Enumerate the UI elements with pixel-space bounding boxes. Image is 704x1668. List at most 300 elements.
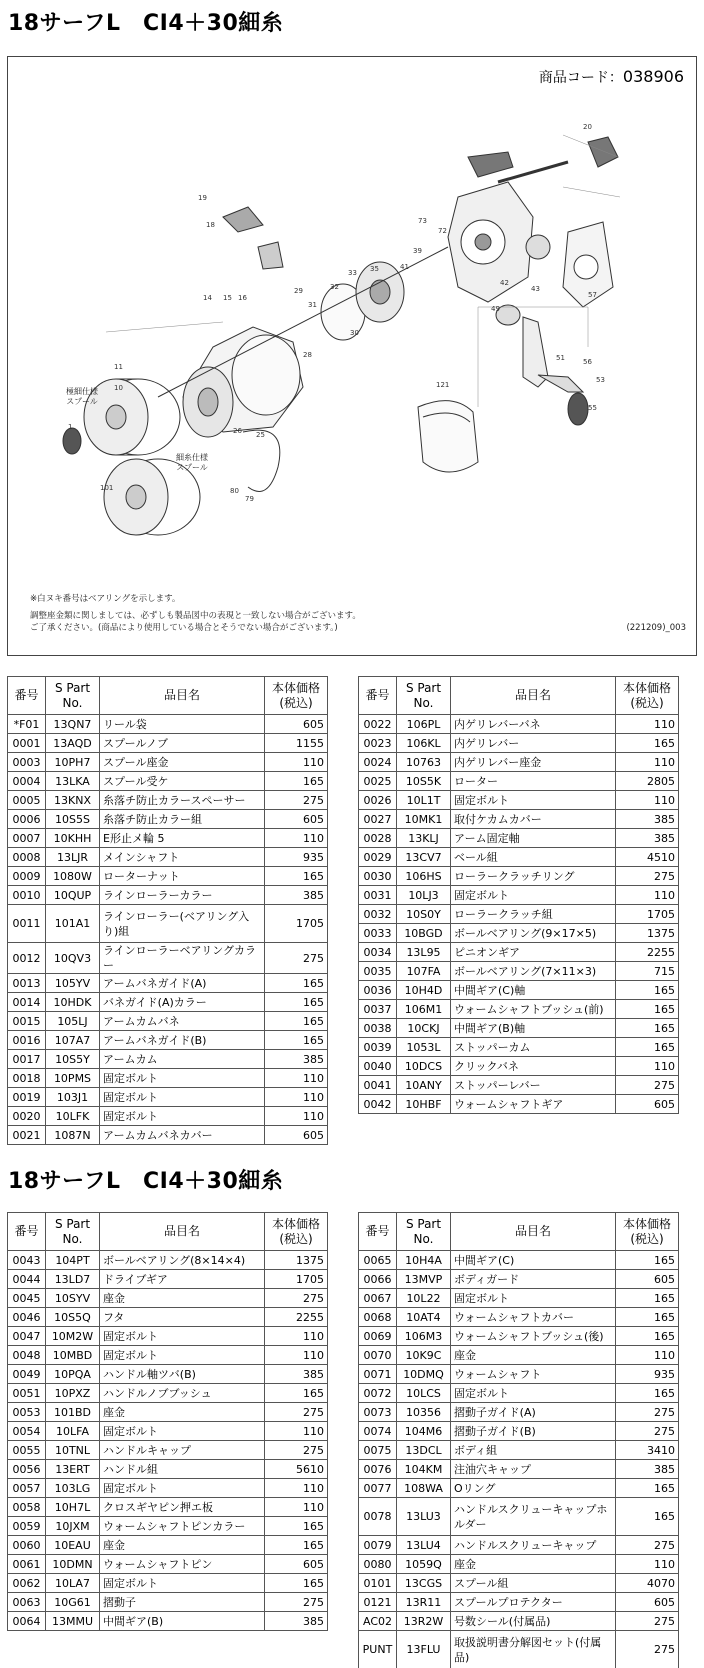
header-no: 番号 [8, 677, 46, 715]
table-row [8, 867, 328, 886]
table-row [8, 1365, 328, 1384]
part-number: 0020 [8, 1107, 46, 1126]
part-number: 0075 [359, 1441, 397, 1460]
table-row [359, 1308, 679, 1327]
part-name: ストッパーレバー [451, 1076, 616, 1095]
part-price: 165 [616, 1327, 679, 1346]
s-part-no: 10ANY [397, 1076, 451, 1095]
part-name: 固定ボルト [451, 886, 616, 905]
part-number: 0024 [359, 753, 397, 772]
table-row [8, 886, 328, 905]
svg-text:10: 10 [114, 384, 123, 392]
s-part-no: 10S5K [397, 772, 451, 791]
table-row [359, 1612, 679, 1631]
table-row [359, 829, 679, 848]
part-name: ウォームシャフトブッシュ(後) [451, 1327, 616, 1346]
table-row [359, 1574, 679, 1593]
part-name: 固定ボルト [100, 1327, 265, 1346]
part-price: 110 [616, 1346, 679, 1365]
table-row [359, 886, 679, 905]
table-row [359, 1384, 679, 1403]
s-part-no: 10S5S [46, 810, 100, 829]
svg-text:121: 121 [436, 381, 450, 389]
spool-a-label: 極細仕様 スプール [66, 387, 98, 406]
part-number: 0060 [8, 1536, 46, 1555]
s-part-no: 13R11 [397, 1593, 451, 1612]
s-part-no: 10KHH [46, 829, 100, 848]
part-price: 935 [616, 1365, 679, 1384]
svg-text:1: 1 [68, 423, 73, 431]
part-number: 0076 [359, 1460, 397, 1479]
part-number: 0071 [359, 1365, 397, 1384]
s-part-no: 10CKJ [397, 1019, 451, 1038]
table-row [8, 791, 328, 810]
part-price: 110 [616, 791, 679, 810]
s-part-no: 10QV3 [46, 943, 100, 974]
parts-table-2-left [7, 1212, 328, 1631]
part-number: 0038 [359, 1019, 397, 1038]
part-price: 165 [265, 1536, 328, 1555]
s-part-no: 108WA [397, 1479, 451, 1498]
part-price: 1375 [265, 1251, 328, 1270]
part-number: 0014 [8, 993, 46, 1012]
part-name: 摺動子 [100, 1593, 265, 1612]
part-number: 0065 [359, 1251, 397, 1270]
part-price: 165 [616, 1479, 679, 1498]
part-number: 0040 [359, 1057, 397, 1076]
part-name: 固定ボルト [100, 1346, 265, 1365]
part-number: 0039 [359, 1038, 397, 1057]
s-part-no: 10HBF [397, 1095, 451, 1114]
part-price: 110 [265, 1327, 328, 1346]
part-price: 4070 [616, 1574, 679, 1593]
part-price: 165 [616, 1384, 679, 1403]
part-price: 385 [616, 829, 679, 848]
part-name: アームバネガイド(A) [100, 974, 265, 993]
parts-table-1-left [7, 676, 328, 1145]
part-number: 0067 [359, 1289, 397, 1308]
bail-wire [243, 430, 280, 491]
header-part: S Part No. [397, 1213, 451, 1251]
part-name: 固定ボルト [451, 1289, 616, 1308]
part-name: 固定ボルト [100, 1088, 265, 1107]
header-name: 品目名 [451, 1213, 616, 1251]
part-name: スプール座金 [100, 753, 265, 772]
s-part-no: 101A1 [46, 905, 100, 943]
part-price: 110 [265, 829, 328, 848]
table-row [359, 1441, 679, 1460]
header-name: 品目名 [451, 677, 616, 715]
svg-text:20: 20 [583, 123, 592, 131]
part-number: 0051 [8, 1384, 46, 1403]
part-number: 0004 [8, 772, 46, 791]
svg-text:101: 101 [100, 484, 114, 492]
part-name: ウォームシャフトギア [451, 1095, 616, 1114]
table-row [8, 1574, 328, 1593]
table-row [8, 829, 328, 848]
svg-text:15: 15 [223, 294, 232, 302]
header-no: 番号 [359, 677, 397, 715]
s-part-no: 10DCS [397, 1057, 451, 1076]
part-number: 0056 [8, 1460, 46, 1479]
s-part-no: 10LFK [46, 1107, 100, 1126]
part-price: 605 [616, 1270, 679, 1289]
part-price: 715 [616, 962, 679, 981]
page-title: 18サーフL CI4＋30細糸 [8, 11, 284, 36]
table-row [359, 905, 679, 924]
part-name: ローター [451, 772, 616, 791]
part-price: 385 [265, 1612, 328, 1631]
table-row [8, 1384, 328, 1403]
table-row [8, 1422, 328, 1441]
part-number: 0061 [8, 1555, 46, 1574]
part-number: 0028 [359, 829, 397, 848]
table-row [359, 1346, 679, 1365]
part-number: AC02 [359, 1612, 397, 1631]
part-name: 中間ギア(B)軸 [451, 1019, 616, 1038]
part-name: バネガイド(A)カラー [100, 993, 265, 1012]
table-row [359, 1327, 679, 1346]
s-part-no: 106M3 [397, 1327, 451, 1346]
part-number: 0043 [8, 1251, 46, 1270]
table-row [8, 772, 328, 791]
part-name: 座金 [100, 1536, 265, 1555]
part-name: ハンドル組 [100, 1460, 265, 1479]
part-name: アームカム [100, 1050, 265, 1069]
part-name: スプール組 [451, 1574, 616, 1593]
table-row [8, 810, 328, 829]
part-name: スプールプロテクター [451, 1593, 616, 1612]
part-price: 385 [616, 810, 679, 829]
s-part-no: 105LJ [46, 1012, 100, 1031]
part-number: 0101 [359, 1574, 397, 1593]
header-name: 品目名 [100, 1213, 265, 1251]
spool-b-label: 細糸仕様 スプール [176, 453, 208, 472]
svg-text:28: 28 [303, 351, 312, 359]
part-price: 1705 [265, 1270, 328, 1289]
svg-text:26: 26 [233, 427, 242, 435]
part-number: 0035 [359, 962, 397, 981]
table-row [359, 981, 679, 1000]
table-row [8, 1346, 328, 1365]
s-part-no: 101BD [46, 1403, 100, 1422]
s-part-no: 10JXM [46, 1517, 100, 1536]
table-header-row [8, 677, 328, 715]
part-price: 165 [265, 1517, 328, 1536]
part-number: 0032 [359, 905, 397, 924]
part-name: 座金 [100, 1289, 265, 1308]
svg-text:57: 57 [588, 291, 597, 299]
svg-text:42: 42 [500, 279, 509, 287]
part-name: 固定ボルト [100, 1107, 265, 1126]
part-number: 0021 [8, 1126, 46, 1145]
svg-text:51: 51 [556, 354, 565, 362]
s-part-no: 13KLJ [397, 829, 451, 848]
table-row [8, 1012, 328, 1031]
s-part-no: 10AT4 [397, 1308, 451, 1327]
part-price: 110 [265, 1069, 328, 1088]
svg-text:53: 53 [596, 376, 605, 384]
part-name: 固定ボルト [100, 1574, 265, 1593]
part-number: 0031 [359, 886, 397, 905]
part-price: 165 [616, 1289, 679, 1308]
table-row [8, 1088, 328, 1107]
svg-text:11: 11 [114, 363, 123, 371]
table-row [359, 1422, 679, 1441]
part-name: ボールベアリング(7×11×3) [451, 962, 616, 981]
header-price: 本体価格 (税込) [265, 677, 328, 715]
table-header-row [359, 1213, 679, 1251]
header-part: S Part No. [46, 1213, 100, 1251]
diagram-ref-code: (221209)_003 [626, 623, 686, 633]
table-row [8, 974, 328, 993]
part-number: 0057 [8, 1479, 46, 1498]
part-price: 110 [265, 1479, 328, 1498]
product-code-value: 038906 [622, 67, 684, 86]
part-number: 0019 [8, 1088, 46, 1107]
part-price: 165 [265, 993, 328, 1012]
part-name: 取付ケカムカバー [451, 810, 616, 829]
part-name: リール袋 [100, 715, 265, 734]
table-row [8, 715, 328, 734]
part-number: 0016 [8, 1031, 46, 1050]
part-name: ウォームシャフトカバー [451, 1308, 616, 1327]
part-price: 275 [265, 943, 328, 974]
part-name: 座金 [100, 1403, 265, 1422]
table-row [359, 1270, 679, 1289]
part-price: 605 [265, 715, 328, 734]
table-row [8, 1498, 328, 1517]
svg-text:33: 33 [348, 269, 357, 277]
part-price: 165 [616, 1019, 679, 1038]
part-price: 165 [616, 1000, 679, 1019]
part-price: 165 [616, 1498, 679, 1536]
part-name: ハンドル軸ツバ(B) [100, 1365, 265, 1384]
part-price: 275 [265, 1403, 328, 1422]
part-name: ローラークラッチ組 [451, 905, 616, 924]
part-number: 0079 [359, 1536, 397, 1555]
part-name: クロスギヤピン押エ板 [100, 1498, 265, 1517]
header-no: 番号 [359, 1213, 397, 1251]
s-part-no: 107A7 [46, 1031, 100, 1050]
s-part-no: 10763 [397, 753, 451, 772]
part-price: 2255 [616, 943, 679, 962]
table-row [359, 734, 679, 753]
spool-protector-illustration [418, 401, 478, 472]
part-name: ウォームシャフトブッシュ(前) [451, 1000, 616, 1019]
header-no: 番号 [8, 1213, 46, 1251]
part-name: ストッパーカム [451, 1038, 616, 1057]
section-title-2: 18サーフL CI4＋30細糸 [8, 1169, 284, 1194]
s-part-no: 13LKA [46, 772, 100, 791]
part-price: 110 [265, 753, 328, 772]
svg-text:41: 41 [400, 263, 409, 271]
svg-text:72: 72 [438, 227, 447, 235]
part-number: 0005 [8, 791, 46, 810]
rotor-illustration [183, 327, 303, 437]
table-row [8, 1593, 328, 1612]
part-number: 0041 [359, 1076, 397, 1095]
s-part-no: 10LCS [397, 1384, 451, 1403]
table-row [8, 1031, 328, 1050]
part-price: 275 [265, 1593, 328, 1612]
s-part-no: 13L95 [397, 943, 451, 962]
part-name: アームカムバネカバー [100, 1126, 265, 1145]
part-price: 385 [265, 1050, 328, 1069]
part-price: 165 [265, 1574, 328, 1593]
s-part-no: 13DCL [397, 1441, 451, 1460]
part-price: 1375 [616, 924, 679, 943]
part-name: ボールベアリング(8×14×4) [100, 1251, 265, 1270]
s-part-no: 13LU3 [397, 1498, 451, 1536]
s-part-no: 10MK1 [397, 810, 451, 829]
s-part-no: 10G61 [46, 1593, 100, 1612]
svg-text:18: 18 [206, 221, 215, 229]
table-row [8, 943, 328, 974]
s-part-no: 10K9C [397, 1346, 451, 1365]
s-part-no: 10M2W [46, 1327, 100, 1346]
s-part-no: 10PH7 [46, 753, 100, 772]
part-number: 0001 [8, 734, 46, 753]
s-part-no: 13LU4 [397, 1536, 451, 1555]
s-part-no: 13FLU [397, 1631, 451, 1668]
s-part-no: 107FA [397, 962, 451, 981]
s-part-no: 13CV7 [397, 848, 451, 867]
part-number: 0073 [359, 1403, 397, 1422]
part-price: 275 [616, 1536, 679, 1555]
part-name: ローターナット [100, 867, 265, 886]
part-price: 165 [616, 1251, 679, 1270]
part-number: 0121 [359, 1593, 397, 1612]
table-row [8, 1107, 328, 1126]
part-price: 4510 [616, 848, 679, 867]
part-number: 0069 [359, 1327, 397, 1346]
part-name: 内ゲリレバーバネ [451, 715, 616, 734]
part-price: 110 [616, 886, 679, 905]
part-name: Oリング [451, 1479, 616, 1498]
part-number: *F01 [8, 715, 46, 734]
part-number: PUNT [359, 1631, 397, 1668]
part-price: 165 [616, 734, 679, 753]
part-name: ハンドルキャップ [100, 1441, 265, 1460]
table-row [8, 1289, 328, 1308]
part-name: 糸落チ防止カラー組 [100, 810, 265, 829]
part-name: フタ [100, 1308, 265, 1327]
table-row [359, 1460, 679, 1479]
part-name: ベール組 [451, 848, 616, 867]
part-name: 注油穴キャップ [451, 1460, 616, 1479]
part-price: 275 [616, 1631, 679, 1668]
part-number: 0072 [359, 1384, 397, 1403]
part-price: 1155 [265, 734, 328, 753]
s-part-no: 10H4D [397, 981, 451, 1000]
part-name: ラインローラーベアリングカラー [100, 943, 265, 974]
part-number: 0025 [359, 772, 397, 791]
part-name: ハンドルスクリューキャップホルダー [451, 1498, 616, 1536]
s-part-no: 104KM [397, 1460, 451, 1479]
part-number: 0017 [8, 1050, 46, 1069]
part-price: 935 [265, 848, 328, 867]
exploded-diagram [7, 56, 697, 656]
table-row [8, 1555, 328, 1574]
part-price: 605 [265, 1126, 328, 1145]
part-price: 1705 [616, 905, 679, 924]
part-number: 0003 [8, 753, 46, 772]
part-number: 0029 [359, 848, 397, 867]
s-part-no: 10TNL [46, 1441, 100, 1460]
s-part-no: 13CGS [397, 1574, 451, 1593]
s-part-no: 105YV [46, 974, 100, 993]
part-price: 165 [265, 1384, 328, 1403]
table-header-row [8, 1213, 328, 1251]
part-name: メインシャフト [100, 848, 265, 867]
s-part-no: 10LJ3 [397, 886, 451, 905]
table-row [8, 1327, 328, 1346]
part-number: 0055 [8, 1441, 46, 1460]
table-row [8, 1612, 328, 1631]
s-part-no: 103LG [46, 1479, 100, 1498]
parts-table-1-right [358, 676, 679, 1114]
part-name: 座金 [451, 1555, 616, 1574]
part-number: 0026 [359, 791, 397, 810]
part-name: 固定ボルト [100, 1069, 265, 1088]
part-number: 0006 [8, 810, 46, 829]
s-part-no: 13ERT [46, 1460, 100, 1479]
s-part-no: 10LA7 [46, 1574, 100, 1593]
part-price: 385 [265, 1365, 328, 1384]
table-row [359, 1403, 679, 1422]
part-name: ラインローラーカラー [100, 886, 265, 905]
part-number: 0037 [359, 1000, 397, 1019]
part-name: 糸落チ防止カラースペーサー [100, 791, 265, 810]
part-price: 275 [265, 1289, 328, 1308]
part-name: 号数シール(付属品) [451, 1612, 616, 1631]
part-name: アームカムバネ [100, 1012, 265, 1031]
part-price: 385 [265, 886, 328, 905]
svg-text:39: 39 [413, 247, 422, 255]
part-price: 110 [616, 753, 679, 772]
table-row [8, 1517, 328, 1536]
header-price: 本体価格 (税込) [616, 677, 679, 715]
part-number: 0078 [359, 1498, 397, 1536]
part-name: ウォームシャフトピン [100, 1555, 265, 1574]
s-part-no: 1080W [46, 867, 100, 886]
part-price: 3410 [616, 1441, 679, 1460]
s-part-no: 10DMN [46, 1555, 100, 1574]
part-price: 275 [265, 1441, 328, 1460]
part-name: ボディガード [451, 1270, 616, 1289]
product-code-label: 商品コード： [538, 70, 623, 86]
body-illustration [448, 137, 618, 307]
arm-cam-illustration [223, 207, 263, 232]
part-number: 0053 [8, 1403, 46, 1422]
table-row [359, 810, 679, 829]
part-name: ボールベアリング(9×17×5) [451, 924, 616, 943]
table-row [359, 715, 679, 734]
part-price: 165 [616, 1308, 679, 1327]
part-number: 0068 [359, 1308, 397, 1327]
part-number: 0030 [359, 867, 397, 886]
s-part-no: 104M6 [397, 1422, 451, 1441]
table-row [359, 1536, 679, 1555]
part-price: 110 [265, 1498, 328, 1517]
part-name: 中間ギア(C) [451, 1251, 616, 1270]
s-part-no: 10MBD [46, 1346, 100, 1365]
table-row [359, 1251, 679, 1270]
part-name: ピニオンギア [451, 943, 616, 962]
part-name: 中間ギア(C)軸 [451, 981, 616, 1000]
s-part-no: 10L22 [397, 1289, 451, 1308]
